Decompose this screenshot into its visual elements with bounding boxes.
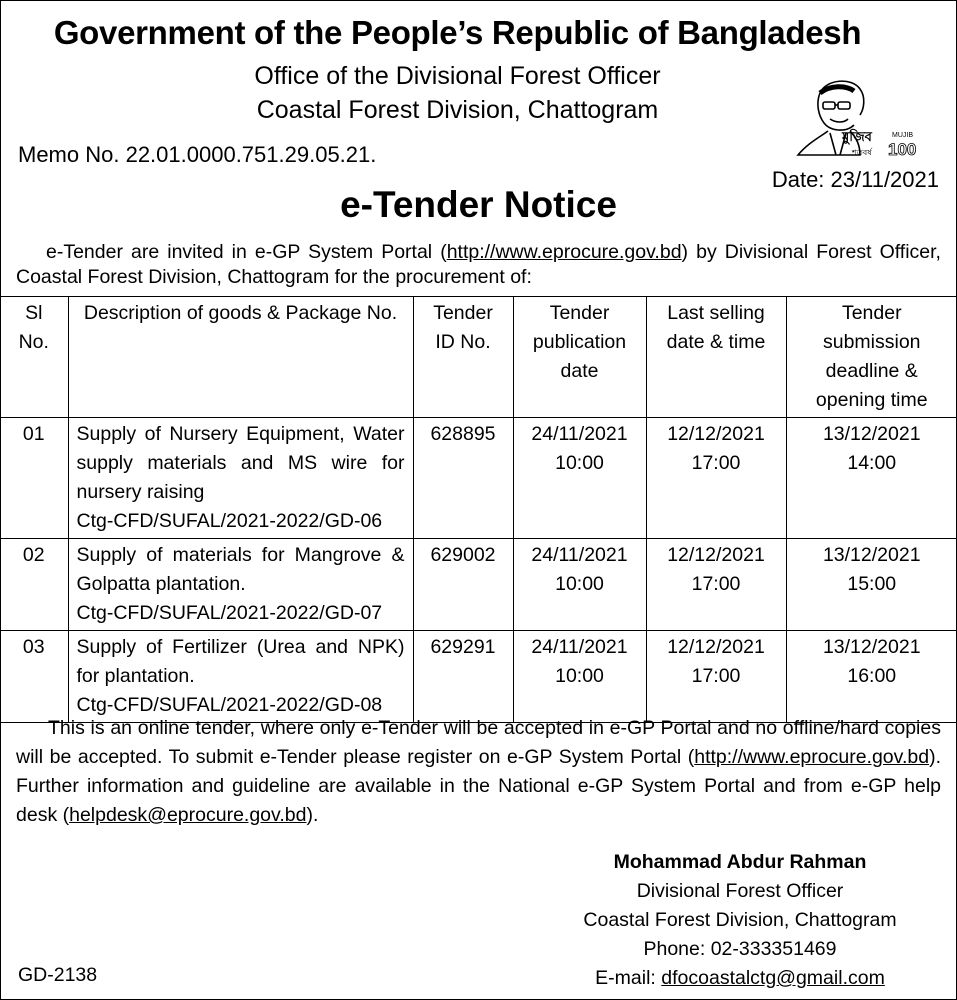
header-submission: Tender submission deadline & opening time xyxy=(786,297,957,418)
header-publication: Tender publication date xyxy=(513,297,646,418)
row-submission xyxy=(786,539,957,631)
table-header-row xyxy=(0,297,957,418)
intro-text-before: e-Tender are invited in e-GP System Portal ( xyxy=(46,241,447,263)
table-row xyxy=(0,418,957,539)
pub-date: 24/11/2021 xyxy=(531,544,628,566)
logo-bangla-text: মুজিব xyxy=(842,130,872,145)
logo-mujib-text: MUJIB xyxy=(892,132,913,139)
intro-paragraph xyxy=(16,240,941,290)
notice-date: Date: 23/11/2021 xyxy=(771,167,939,192)
row-publication xyxy=(513,539,646,631)
row-sl: 01 xyxy=(0,418,68,539)
government-heading: Government of the People’s Republic of Bangladesh xyxy=(53,14,862,51)
row-tender-id: 629002 xyxy=(413,539,513,631)
pub-time: 10:00 xyxy=(555,573,604,595)
memo-number: Memo No. 22.01.0000.751.29.05.21. xyxy=(18,142,377,167)
description-text: Supply of Nursery Equipment, Water supply materials and MS wire for nursery raising xyxy=(76,423,405,503)
row-tender-id: 629291 xyxy=(413,631,513,723)
eprocure-link[interactable]: http://www.eprocure.gov.bd xyxy=(446,241,682,263)
helpdesk-email-link[interactable]: helpdesk@eprocure.gov.bd xyxy=(69,804,307,826)
row-description xyxy=(68,631,413,723)
outro-text-1: This is an online tender, where only e-Tender will be accepted in e-GP Portal and no offline/hard copies will be accepted. To submit e-Tender please register on e-GP System Portal ( xyxy=(16,717,941,768)
header-description: Description of goods & Package No. xyxy=(68,297,413,418)
sell-time: 17:00 xyxy=(691,452,741,474)
intro-text-after: ) by Divisional Forest Officer, Coastal Forest Division, Chattogram for the procurement of: xyxy=(16,241,941,288)
package-number: Ctg-CFD/SUFAL/2021-2022/GD-07 xyxy=(76,602,383,624)
package-number: Ctg-CFD/SUFAL/2021-2022/GD-08 xyxy=(76,694,383,716)
mujib-100-logo xyxy=(790,75,922,159)
sub-time: 16:00 xyxy=(847,665,897,687)
pub-date: 24/11/2021 xyxy=(531,636,628,658)
row-submission xyxy=(786,631,957,723)
signatory-phone: Phone: 02-333351469 xyxy=(643,938,837,960)
email-label: E-mail: xyxy=(595,967,662,989)
row-selling xyxy=(646,631,786,723)
tender-table xyxy=(0,296,957,723)
row-description xyxy=(68,539,413,631)
sell-date: 12/12/2021 xyxy=(667,636,765,658)
sub-date: 13/12/2021 xyxy=(822,423,921,445)
signatory-email-link[interactable]: dfocoastalctg@gmail.com xyxy=(661,967,885,989)
header-selling: Last selling date & time xyxy=(646,297,786,418)
sell-time: 17:00 xyxy=(691,665,741,687)
table-row xyxy=(0,631,957,723)
sub-time: 15:00 xyxy=(847,573,897,595)
row-selling xyxy=(646,539,786,631)
outro-text-3: ). xyxy=(306,804,319,826)
row-description xyxy=(68,418,413,539)
sub-date: 13/12/2021 xyxy=(822,544,921,566)
row-sl: 03 xyxy=(0,631,68,723)
row-sl: 02 xyxy=(0,539,68,631)
logo-100-text: 100 xyxy=(888,140,917,159)
row-publication xyxy=(513,418,646,539)
signatory-email-line xyxy=(560,964,920,993)
signatory-designation: Divisional Forest Officer xyxy=(636,880,844,902)
header-tender-id: Tender ID No. xyxy=(413,297,513,418)
description-text: Supply of Fertilizer (Urea and NPK) for plantation. xyxy=(76,636,405,687)
row-publication xyxy=(513,631,646,723)
signatory-division: Coastal Forest Division, Chattogram xyxy=(583,909,897,931)
row-submission xyxy=(786,418,957,539)
division-heading: Coastal Forest Division, Chattogram xyxy=(256,96,659,124)
gd-code: GD-2138 xyxy=(18,964,98,986)
closing-paragraph xyxy=(16,714,941,830)
office-heading: Office of the Divisional Forest Officer xyxy=(254,62,661,90)
package-number: Ctg-CFD/SUFAL/2021-2022/GD-06 xyxy=(76,510,383,532)
notice-title: e-Tender Notice xyxy=(340,184,617,225)
pub-date: 24/11/2021 xyxy=(531,423,628,445)
row-tender-id: 628895 xyxy=(413,418,513,539)
logo-bangla-sub: শতবর্ষ xyxy=(852,148,872,157)
eprocure-link-2[interactable]: http://www.eprocure.gov.bd xyxy=(694,746,930,768)
header-sl: Sl No. xyxy=(0,297,68,418)
signatory-name: Mohammad Abdur Rahman xyxy=(613,851,867,873)
pub-time: 10:00 xyxy=(555,665,604,687)
signature-block xyxy=(560,848,920,993)
sell-date: 12/12/2021 xyxy=(667,423,765,445)
table-row xyxy=(0,539,957,631)
sell-time: 17:00 xyxy=(691,573,741,595)
row-selling xyxy=(646,418,786,539)
pub-time: 10:00 xyxy=(555,452,604,474)
sub-time: 14:00 xyxy=(847,452,897,474)
description-text: Supply of materials for Mangrove & Golpatta plantation. xyxy=(76,544,405,595)
outro-text-2: ). Further information and guideline are available in the National e-GP System Portal and from e-GP help desk ( xyxy=(16,746,941,826)
sell-date: 12/12/2021 xyxy=(667,544,765,566)
sub-date: 13/12/2021 xyxy=(822,636,921,658)
